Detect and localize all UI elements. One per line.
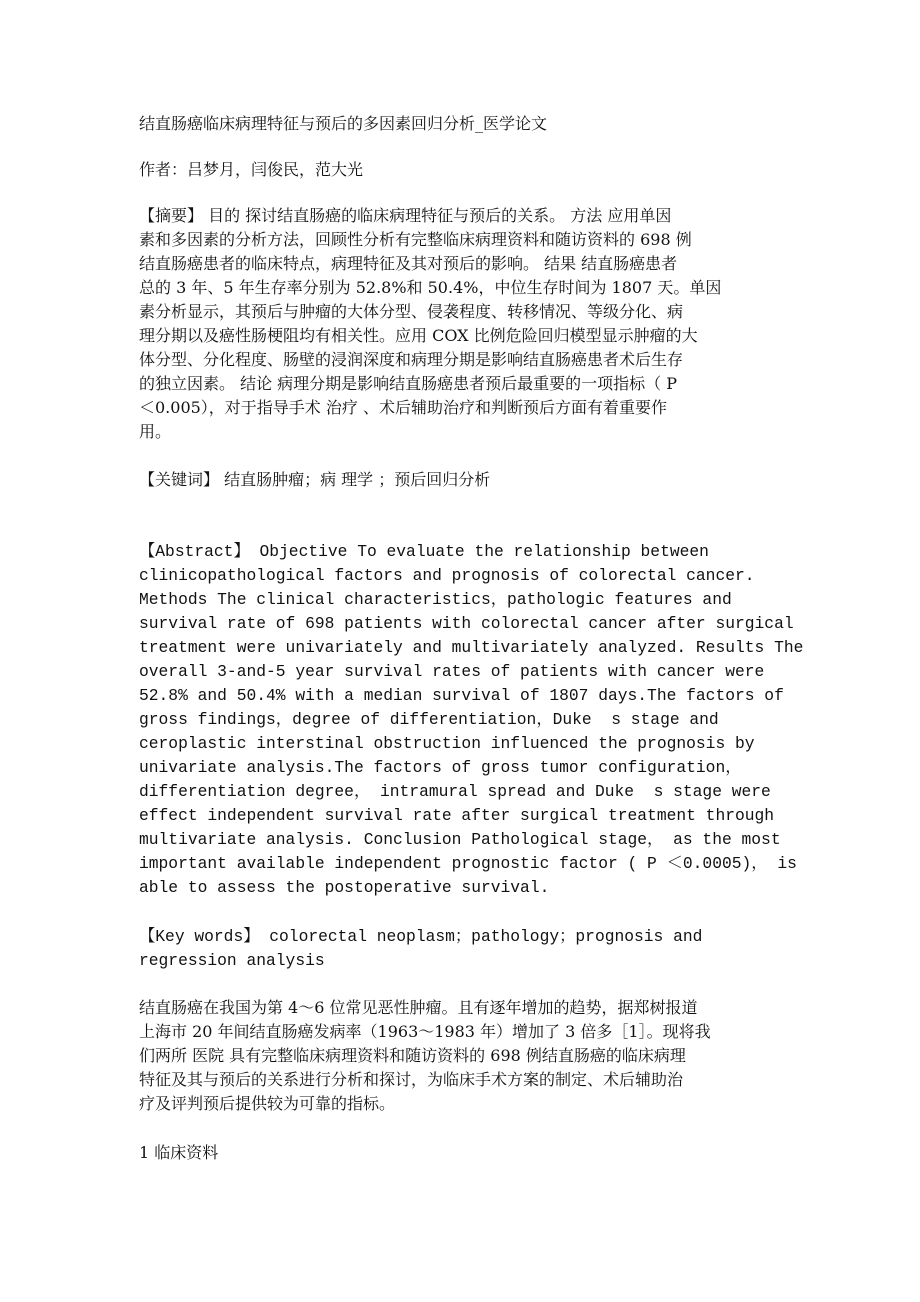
abstract-en-line: ceroplastic interstinal obstruction influenced the prognosis by (139, 734, 755, 753)
abstract-en-line: survival rate of 698 patients with colorectal cancer after surgical (139, 614, 794, 633)
authors-block (139, 158, 799, 182)
abstract-en (139, 540, 804, 900)
abstract-cn-line: 总的 3 年、5 年生存率分别为 52.8%和 50.4%，中位生存时间为 1807 天。单因 (139, 278, 722, 297)
abstract-en-line: univariate analysis.The factors of gross tumor configuration， (139, 758, 742, 777)
keywords-en-block (139, 925, 799, 973)
abstract-cn-line: ＜0.005），对于指导手术 治疗 、术后辅助治疗和判断预后方面有着重要作 (139, 398, 667, 417)
abstract-en-line: important available independent prognostic factor ( P ＜0.0005)， is (139, 854, 797, 873)
authors-line: 作者：吕梦月，闫俊民，范大光 (139, 160, 364, 179)
abstract-cn-line: 结直肠癌患者的临床特点，病理特征及其对预后的影响。 结果 结直肠癌患者 (139, 254, 678, 273)
intro-line: 特征及其与预后的关系进行分析和探讨，为临床手术方案的制定、术后辅助治 (139, 1070, 684, 1089)
abstract-en-line: multivariate analysis. Conclusion Pathological stage， as the most (139, 830, 781, 849)
abstract-en-line: 【Abstract】 Objective To evaluate the relationship between (139, 542, 709, 561)
abstract-cn (139, 204, 799, 444)
section-heading-block (139, 1141, 799, 1165)
intro-line: 上海市 20 年间结直肠癌发病率（1963～1983 年）增加了 3 倍多［1］。现将我 (139, 1022, 711, 1041)
section-heading: 1 临床资料 (139, 1143, 219, 1162)
abstract-en-line: clinicopathological factors and prognosis of colorectal cancer. (139, 566, 755, 585)
abstract-cn-line: 体分型、分化程度、肠壁的浸润深度和病理分期是影响结直肠癌患者术后生存 (139, 350, 684, 369)
abstract-cn-line: 素和多因素的分析方法，回顾性分析有完整临床病理资料和随访资料的 698 例 (139, 230, 692, 249)
abstract-en-line: able to assess the postoperative survival. (139, 878, 550, 897)
abstract-cn-line: 理分期以及癌性肠梗阻均有相关性。应用 COX 比例危险回归模型显示肿瘤的大 (139, 326, 698, 345)
abstract-en-line: Methods The clinical characteristics，pathologic features and (139, 590, 732, 609)
keywords-cn-block (139, 468, 799, 492)
abstract-cn-line: 用。 (139, 422, 172, 441)
abstract-en-line: 52.8% and 50.4% with a median survival of 1807 days.The factors of (139, 686, 784, 705)
abstract-en-line: overall 3-and-5 year survival rates of patients with cancer were (139, 662, 765, 681)
document-title-block (139, 112, 799, 136)
intro-line: 疗及评判预后提供较为可靠的指标。 (139, 1094, 396, 1113)
keywords-en-line: regression analysis (139, 951, 325, 970)
document-title: 结直肠癌临床病理特征与预后的多因素回归分析_医学论文 (139, 114, 548, 133)
keywords-en-line: 【Key words】 colorectal neoplasm；pathology；prognosis and (139, 927, 703, 946)
intro-line: 结直肠癌在我国为第 4～6 位常见恶性肿瘤。且有逐年增加的趋势，据郑树报道 (139, 998, 698, 1017)
intro-paragraph (139, 996, 799, 1116)
abstract-en-line: effect independent survival rate after surgical treatment through (139, 806, 775, 825)
abstract-cn-line: 的独立因素。 结论 病理分期是影响结直肠癌患者预后最重要的一项指标（ P (139, 374, 678, 393)
abstract-en-line: treatment were univariately and multivariately analyzed. Results The (139, 638, 804, 657)
abstract-cn-line: 素分析显示，其预后与肿瘤的大体分型、侵袭程度、转移情况、等级分化、病 (139, 302, 684, 321)
abstract-cn-line: 【摘要】 目的 探讨结直肠癌的临床病理特征与预后的关系。 方法 应用单因 (139, 206, 672, 225)
keywords-cn: 【关键词】 结直肠肿瘤；病 理学 ；预后回归分析 (139, 470, 491, 489)
intro-line: 们两所 医院 具有完整临床病理资料和随访资料的 698 例结直肠癌的临床病理 (139, 1046, 686, 1065)
abstract-en-line: gross findings，degree of differentiation，Duke s stage and (139, 710, 719, 729)
abstract-en-line: differentiation degree， intramural spread and Duke s stage were (139, 782, 771, 801)
